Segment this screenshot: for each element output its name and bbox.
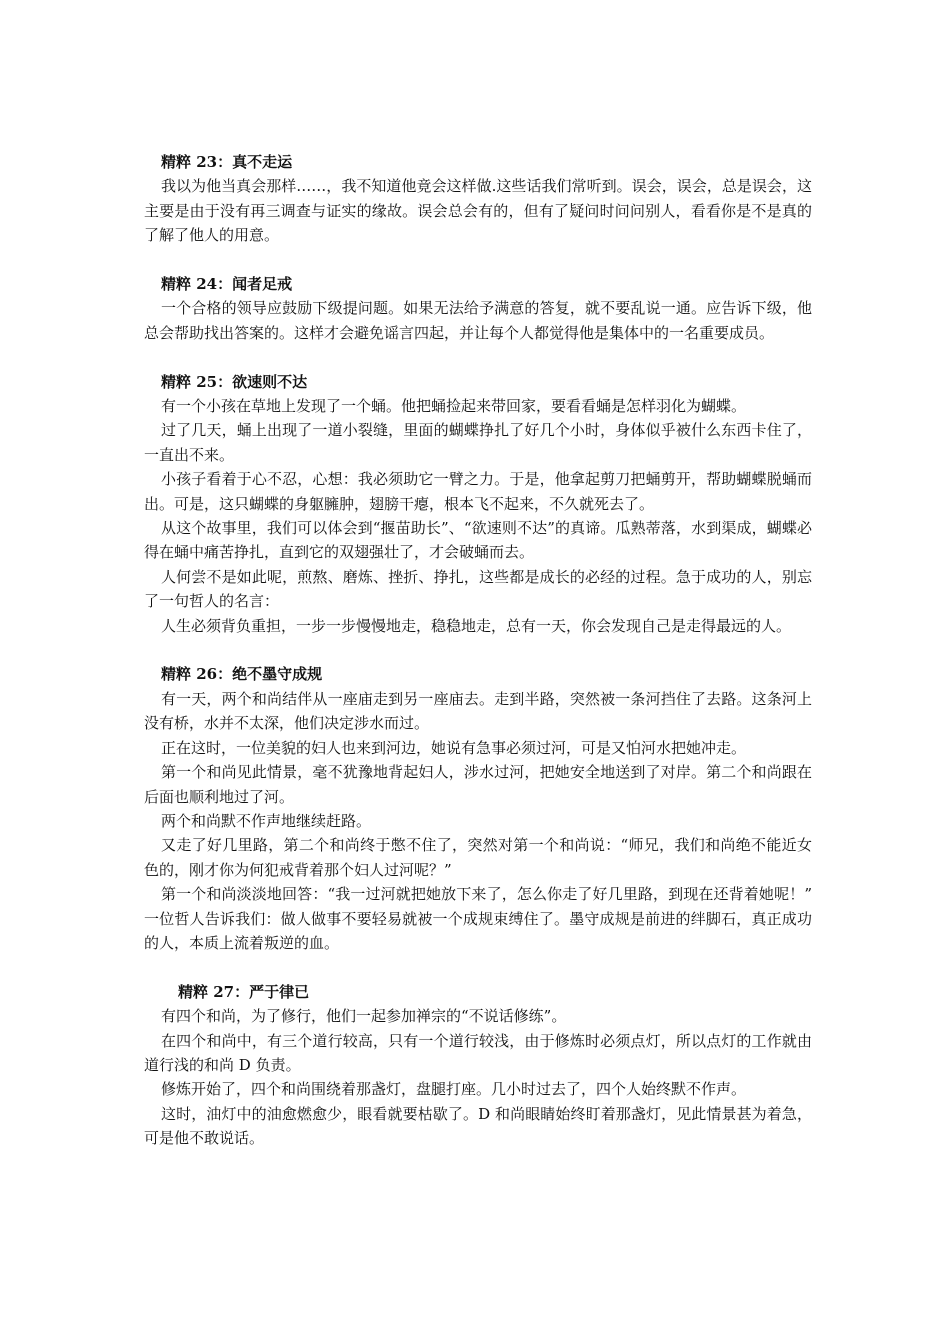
paragraph: 又走了好几里路，第二个和尚终于憋不住了，突然对第一个和尚说：“师兄，我们和尚绝不能近女色的，刚才你为何犯戒背着那个妇人过河呢？”: [144, 836, 812, 879]
section-27: [144, 980, 812, 1151]
section-23: [144, 150, 812, 248]
paragraph: 人生必须背负重担，一步一步慢慢地走，稳稳地走，总有一天，你会发现自己是走得最远的人。: [161, 616, 792, 635]
paragraph: 从这个故事里，我们可以体会到“揠苗助长”、“欲速则不达”的真谛。瓜熟蒂落，水到渠成，蝴蝶必得在蛹中痛苦挣扎，直到它的双翅强壮了，才会破蛹而去。: [144, 519, 812, 562]
paragraph: 第一个和尚淡淡地回答：“我一过河就把她放下来了，怎么你走了好几里路，到现在还背着她呢！” 一位哲人告诉我们：做人做事不要轻易就被一个成规束缚住了。墨守成规是前进的绊脚石，真正成功的人，本质上流着叛逆的血。: [144, 885, 812, 952]
paragraph: 有一天，两个和尚结伴从一座庙走到另一座庙去。走到半路，突然被一条河挡住了去路。这条河上没有桥，水并不太深，他们决定涉水而过。: [144, 689, 812, 733]
document-page: [144, 150, 812, 1175]
section-heading: 精粹 26：绝不墨守成规: [161, 665, 323, 684]
paragraph: 人何尝不是如此呢，煎熬、磨炼、挫折、挣扎，这些都是成长的必经的过程。急于成功的人，别忘了一句哲人的名言：: [144, 567, 812, 611]
paragraph: 正在这时，一位美貌的妇人也来到河边，她说有急事必须过河，可是又怕河水把她冲走。: [161, 738, 747, 757]
paragraph: 一个合格的领导应鼓励下级提问题。如果无法给予满意的答复，就不要乱说一通。应告诉下级，他总会帮助找出答案的。这样才会避免谣言四起，并让每个人都觉得他是集体中的一名重要成员。: [144, 299, 812, 342]
section-26: [144, 662, 812, 955]
section-heading: 精粹 25：欲速则不达: [161, 372, 308, 391]
paragraph: 修炼开始了，四个和尚围绕着那盏灯，盘腿打座。几小时过去了，四个人始终默不作声。: [161, 1080, 747, 1099]
paragraph: 有一个小孩在草地上发现了一个蛹。他把蛹捡起来带回家，要看看蛹是怎样羽化为蝴蝶。: [161, 397, 747, 416]
paragraph: 有四个和尚，为了修行，他们一起参加禅宗的“不说话修练”。: [161, 1007, 567, 1026]
section-25: [144, 370, 812, 638]
section-24: [144, 272, 812, 345]
paragraph: 过了几天，蛹上出现了一道小裂缝，里面的蝴蝶挣扎了好几个小时，身体似乎被什么东西卡住了，一直出不来。: [144, 421, 812, 464]
paragraph: 第一个和尚见此情景，毫不犹豫地背起妇人，涉水过河，把她安全地送到了对岸。第二个和尚跟在后面也顺利地过了河。: [144, 763, 812, 806]
paragraph: 在四个和尚中，有三个道行较高，只有一个道行较浅，由于修炼时必须点灯，所以点灯的工作就由道行浅的和尚 D 负责。: [144, 1031, 812, 1074]
section-heading: 精粹 27：严于律已: [178, 982, 310, 1001]
section-heading: 精粹 24：闻者足戒: [161, 275, 293, 294]
section-heading: 精粹 23：真不走运: [161, 153, 293, 171]
paragraph: 这时，油灯中的油愈燃愈少，眼看就要枯歇了。D 和尚眼睛始终盯着那盏灯，见此情景甚为着急，可是他不敢说话。: [144, 1104, 812, 1148]
paragraph: 小孩子看着于心不忍，心想：我必须助它一臂之力。于是，他拿起剪刀把蛹剪开，帮助蝴蝶脱蛹而出。可是，这只蝴蝶的身躯臃肿，翅膀干瘪，根本飞不起来，不久就死去了。: [144, 470, 812, 513]
paragraph: 两个和尚默不作声地继续赶路。: [161, 811, 372, 830]
paragraph: 我以为他当真会那样……，我不知道他竟会这样做.这些话我们常听到。误会，误会，总是误会，这主要是由于没有再三调查与证实的缘故。误会总会有的，但有了疑问时问问别人，看看你是不是真的了解了他人的用意。: [144, 177, 812, 245]
